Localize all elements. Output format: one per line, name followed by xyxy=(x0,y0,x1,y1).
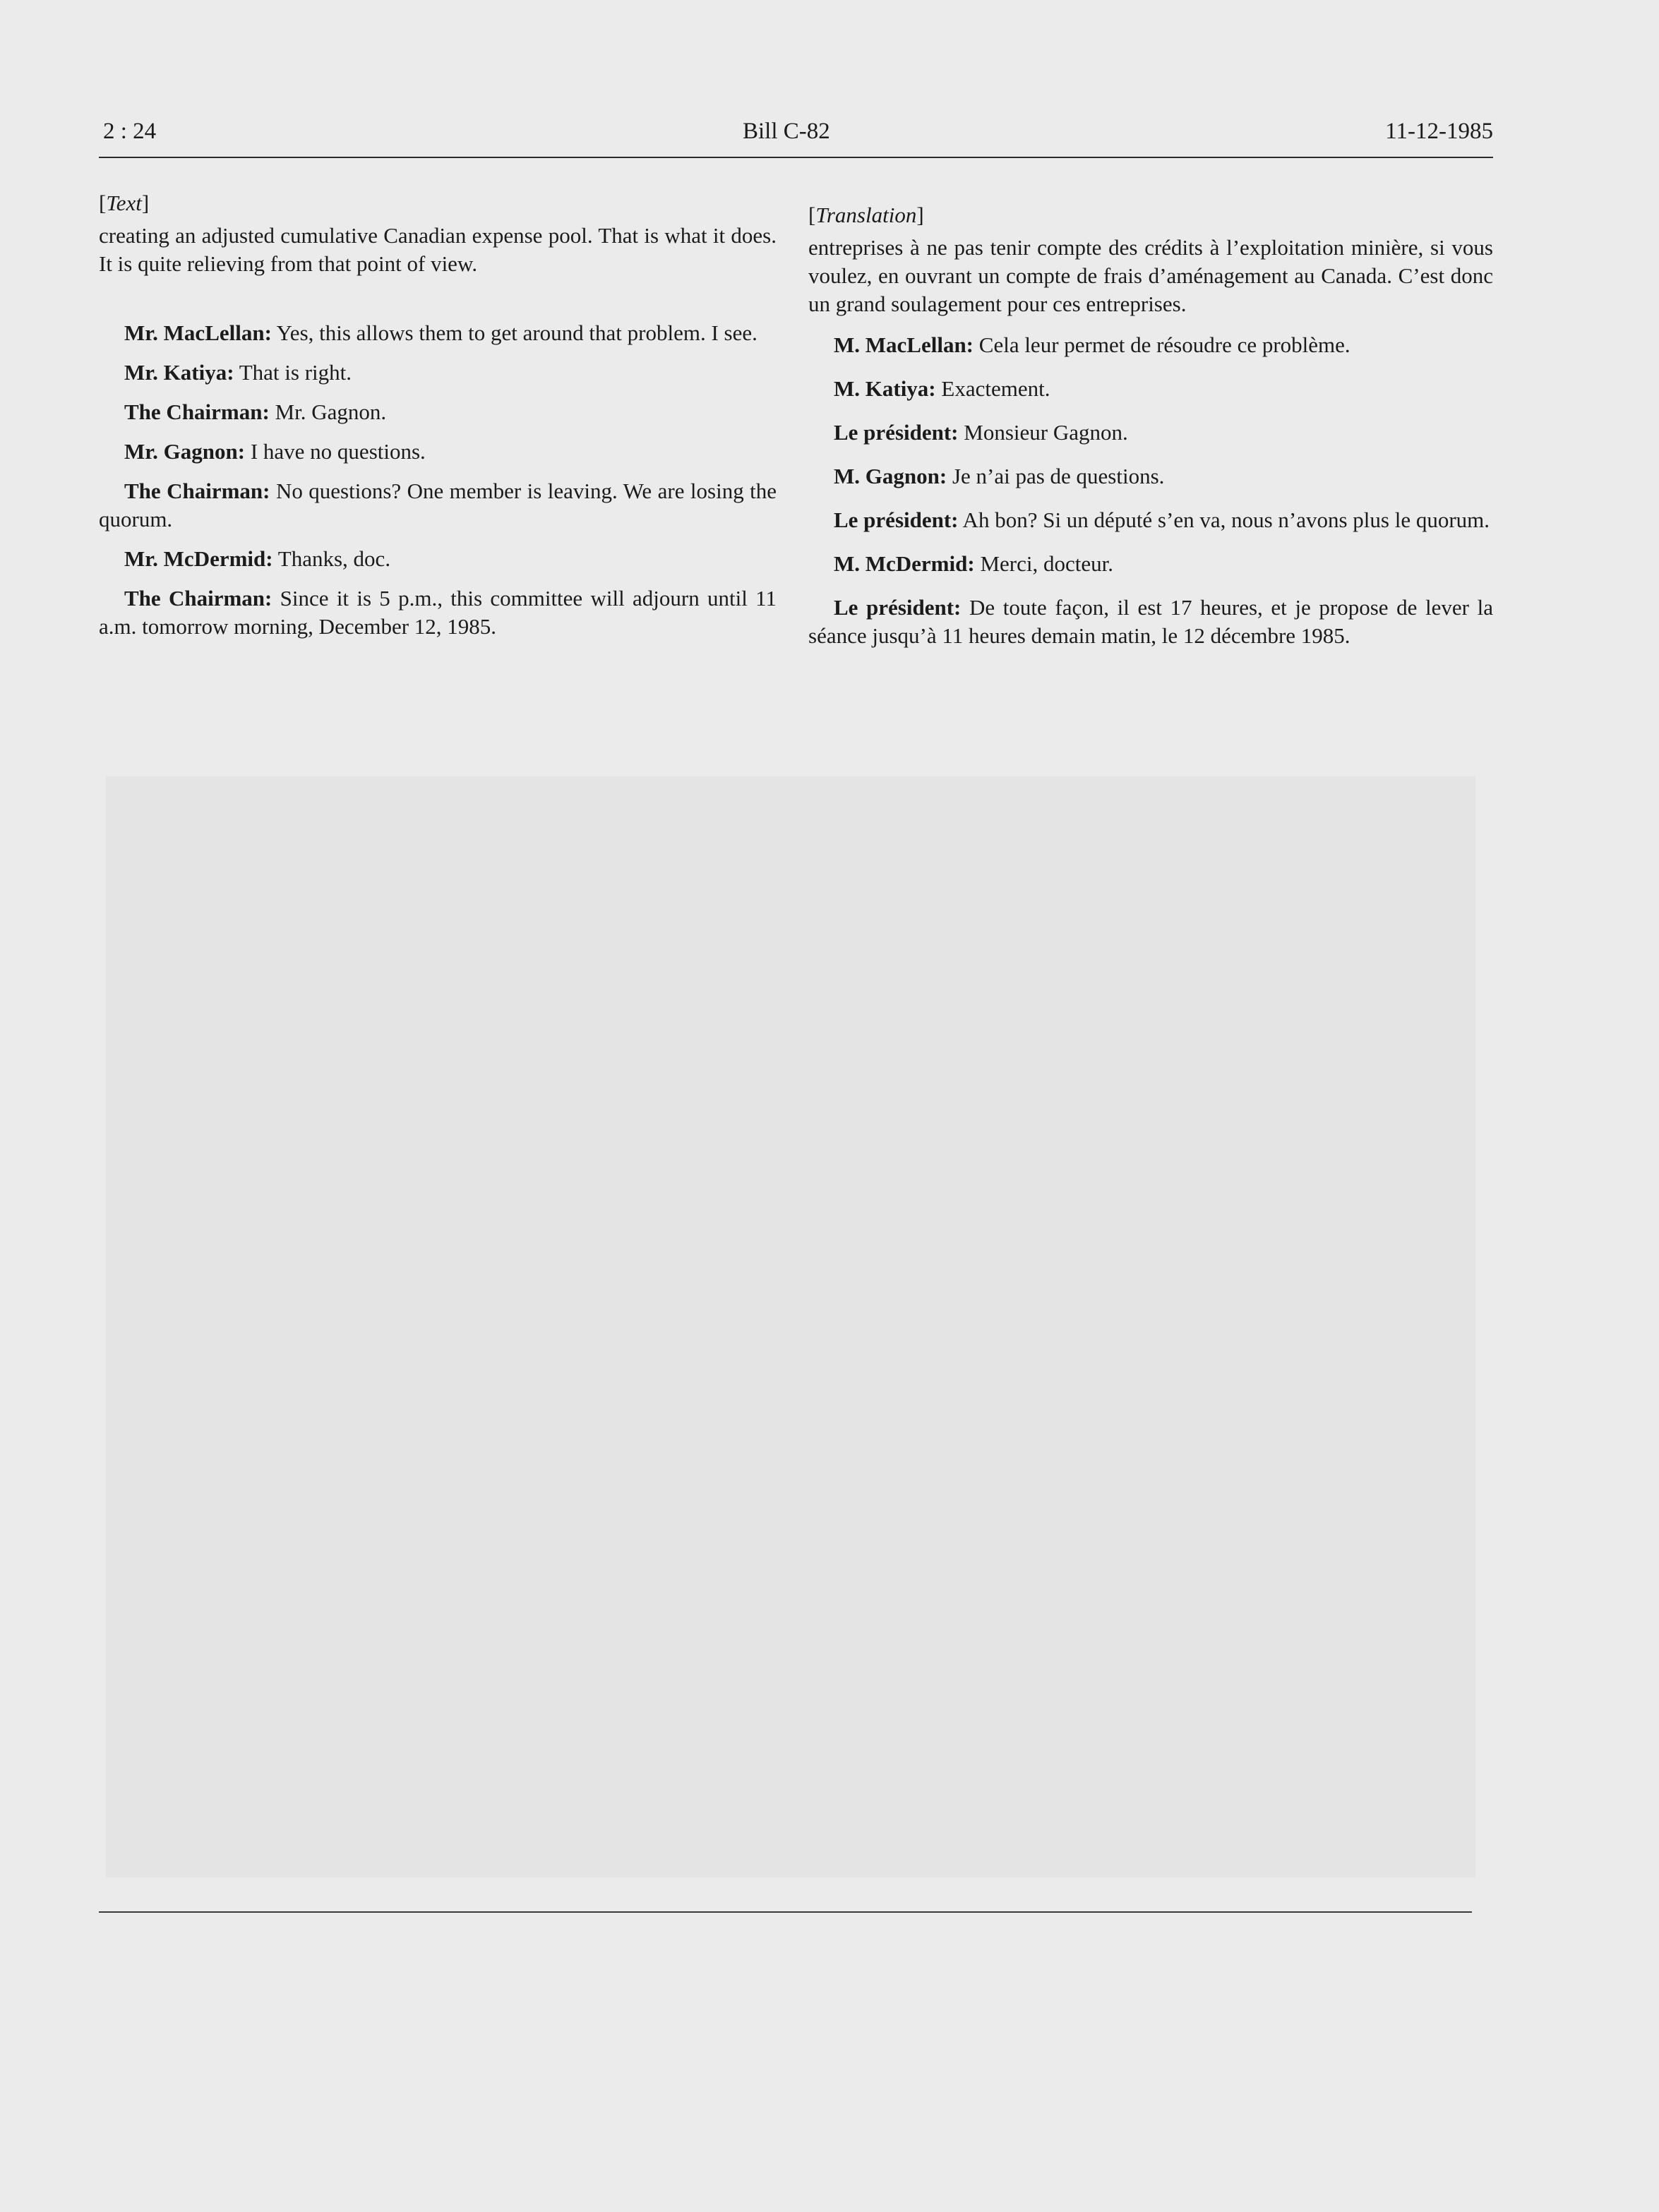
speaker-name: Mr. Katiya: xyxy=(124,360,234,385)
speech-text: Monsieur Gagnon. xyxy=(958,420,1128,445)
speech-text: Exactement. xyxy=(935,376,1050,401)
speech-text: Cela leur permet de résoudre ce problème. xyxy=(974,332,1350,357)
speaker-name: The Chairman: xyxy=(124,479,270,503)
speaker-name: Le président: xyxy=(834,507,959,532)
french-column xyxy=(808,201,1493,666)
speech-text: Yes, this allows them to get around that problem. I see. xyxy=(271,320,757,345)
running-header xyxy=(99,119,1493,154)
speech-text: Merci, docteur. xyxy=(974,551,1113,576)
speech-entry xyxy=(808,331,1493,359)
speech-text: I have no questions. xyxy=(245,439,426,464)
french-intro-paragraph: entreprises à ne pas tenir compte des crédits à l’exploitation minière, si vous voulez, en ouvrant un compte de frais d’aménagement au Canada. C’est donc un grand soulagement pour ces entreprises. xyxy=(808,235,1493,316)
speech-text: Since it is 5 p.m., this committee will adjourn until 11 a.m. tomorrow morning, December 12, 1985. xyxy=(99,586,777,639)
speech-entry xyxy=(99,477,777,534)
speaker-name: M. MacLellan: xyxy=(834,332,974,357)
speech-entry xyxy=(808,375,1493,403)
english-column xyxy=(99,189,777,652)
speaker-name: M. Katiya: xyxy=(834,376,936,401)
speaker-name: Le président: xyxy=(834,595,962,620)
speech-entry xyxy=(808,550,1493,578)
speaker-name: M. Gagnon: xyxy=(834,464,947,488)
speech-text: Ah bon? Si un député s’en va, nous n’avons plus le quorum. xyxy=(958,507,1490,532)
speech-entry xyxy=(99,584,777,641)
speech-entry xyxy=(808,419,1493,447)
speech-text: No questions? One member is leaving. We are losing the quorum. xyxy=(99,479,777,531)
speech-entry xyxy=(99,438,777,466)
show-through-shading xyxy=(106,776,1475,1877)
translation-label: [ Translation ] xyxy=(808,201,1493,229)
sitting-date: 11-12-1985 xyxy=(1385,119,1493,144)
speaker-name: M. McDermid: xyxy=(834,551,975,576)
speaker-name: Mr. McDermid: xyxy=(124,546,273,571)
speech-text: De toute façon, il est 17 heures, et je propose de lever la séance jusqu’à 11 heures demain matin, le 12 décembre 1985. xyxy=(808,595,1493,648)
speech-entry xyxy=(808,506,1493,534)
speech-text: Mr. Gagnon. xyxy=(269,399,387,424)
speech-text: Thanks, doc. xyxy=(272,546,391,571)
speech-text: Je n’ai pas de questions. xyxy=(947,464,1165,488)
speaker-name: The Chairman: xyxy=(124,399,270,424)
speaker-name: Mr. MacLellan: xyxy=(124,320,272,345)
footer-rule xyxy=(99,1911,1472,1913)
speech-text: That is right. xyxy=(234,360,352,385)
speech-entry xyxy=(99,398,777,426)
speaker-name: The Chairman: xyxy=(124,586,272,611)
speech-entry xyxy=(808,594,1493,650)
text-label: [ Text ] xyxy=(99,189,777,217)
speech-entry xyxy=(99,359,777,387)
speech-entry xyxy=(808,462,1493,491)
speaker-name: Mr. Gagnon: xyxy=(124,439,246,464)
speech-entry xyxy=(99,319,777,347)
english-intro-paragraph: creating an adjusted cumulative Canadian expense pool. That is what it does. It is quite relieving from that point of view. xyxy=(99,223,777,276)
header-rule xyxy=(99,157,1493,158)
page-number: 2 : 24 xyxy=(103,119,157,144)
bill-title: Bill C-82 xyxy=(743,119,830,144)
speaker-name: Le président: xyxy=(834,420,959,445)
speech-entry xyxy=(99,545,777,573)
